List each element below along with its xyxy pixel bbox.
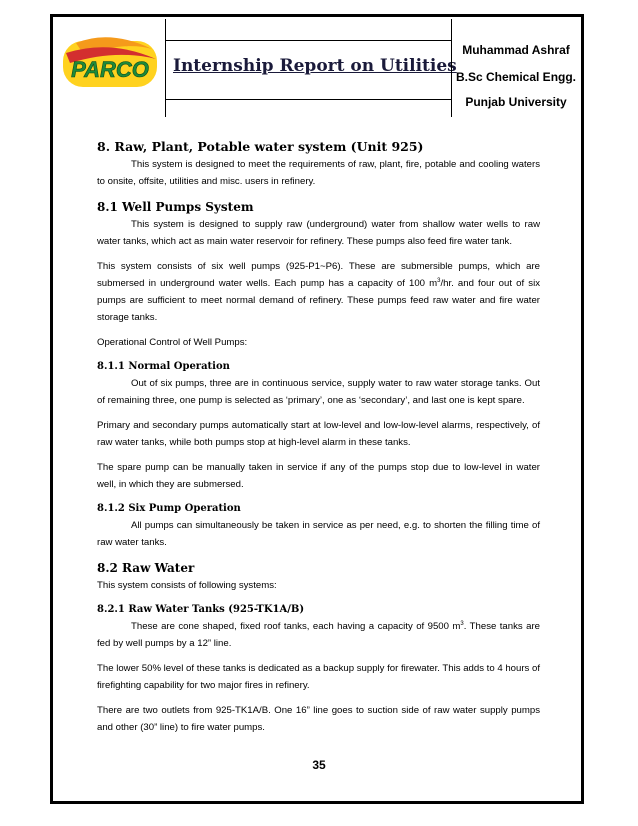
section-8-1-paragraph-1: This system is designed to supply raw (underground) water from shallow water wells to raw water tanks, which act as main water reservoir for refinery. These pumps also feed fire water tank. <box>97 219 540 247</box>
superscript: 3 <box>437 277 441 284</box>
author-name: Muhammad Ashraf <box>462 43 570 57</box>
section-8-1-1-heading: 8.1.1 Normal Operation <box>97 361 230 372</box>
author-degree: B.Sc Chemical Engg. <box>455 70 577 84</box>
section-8-2-1-paragraph-3: There are two outlets from 925-TK1A/B. One 16” line goes to suction side of raw water supply pumps and other (30” line) to fire water pumps. <box>97 705 540 733</box>
author-university: Punjab University <box>465 95 567 109</box>
section-8-1-paragraph-3: Operational Control of Well Pumps: <box>97 337 248 348</box>
superscript: 3 <box>460 620 464 627</box>
section-8-1-heading: 8.1 Well Pumps System <box>97 200 254 214</box>
section-8-heading: 8. Raw, Plant, Potable water system (Unit 925) <box>97 139 424 154</box>
page-header <box>55 19 579 117</box>
section-8-2-1-paragraph-1 <box>97 618 540 652</box>
title-rule-top <box>166 40 451 41</box>
text-run: . These tanks are fed by well pumps by a 12” line. <box>97 621 540 649</box>
logo-cell <box>55 19 166 117</box>
section-8-1-1-paragraph-3: The spare pump can be manually taken in service if any of the pumps stop due to low-level in water well, in which they are submersed. <box>97 462 540 490</box>
section-8-paragraph: This system is designed to meet the requirements of raw, plant, fire, potable and cooling waters to onsite, offsite, utilities and misc. users in refinery. <box>97 159 540 187</box>
section-8-2-1-heading: 8.2.1 Raw Water Tanks (925-TK1A/B) <box>97 604 305 615</box>
section-8-1-1-paragraph-2: Primary and secondary pumps automatically start at low-level and low-low-level alarms, respectively, of raw water tanks, while both pumps stop at high-level alarm in these tanks. <box>97 420 540 448</box>
document-body <box>97 138 540 736</box>
text-run: These are cone shaped, fixed roof tanks, each having a capacity of 9500 m <box>131 621 461 632</box>
parco-logo <box>56 33 164 103</box>
section-8-2-1-paragraph-2: The lower 50% level of these tanks is dedicated as a backup supply for firewater. This adds to 4 hours of firefighting capability for two major fires in refinery. <box>97 663 540 691</box>
report-title: Internship Report on Utilities <box>173 56 457 76</box>
logo-text: PARCO <box>71 57 149 82</box>
section-8-1-2-heading: 8.1.2 Six Pump Operation <box>97 503 241 514</box>
section-8-1-1-paragraph-1: Out of six pumps, three are in continuous service, supply water to raw water storage tanks. Out of remaining three, one pump is selected as ‘primary’, one as ‘secondary’, and last one is kept spare. <box>97 378 540 406</box>
section-8-2-heading: 8.2 Raw Water <box>97 561 195 575</box>
author-cell <box>451 19 580 117</box>
title-cell <box>166 19 457 117</box>
title-rule-bottom <box>166 99 451 100</box>
text-run: This system consists of six well pumps (925-P1~P6). These are submersible pumps, which are submersed in underground water wells. Each pump has a capacity of 100 m <box>97 261 540 289</box>
section-8-1-paragraph-2 <box>97 258 540 326</box>
section-8-2-paragraph: This system consists of following systems: <box>97 580 277 591</box>
page-number: 35 <box>312 758 326 772</box>
section-8-1-2-paragraph: All pumps can simultaneously be taken in service as per need, e.g. to shorten the filling time of raw water tanks. <box>97 520 540 548</box>
text-run: /hr. and four out of six pumps are sufficient to meet normal demand of refinery. These pumps feed raw water and fire water storage tanks. <box>97 278 540 323</box>
